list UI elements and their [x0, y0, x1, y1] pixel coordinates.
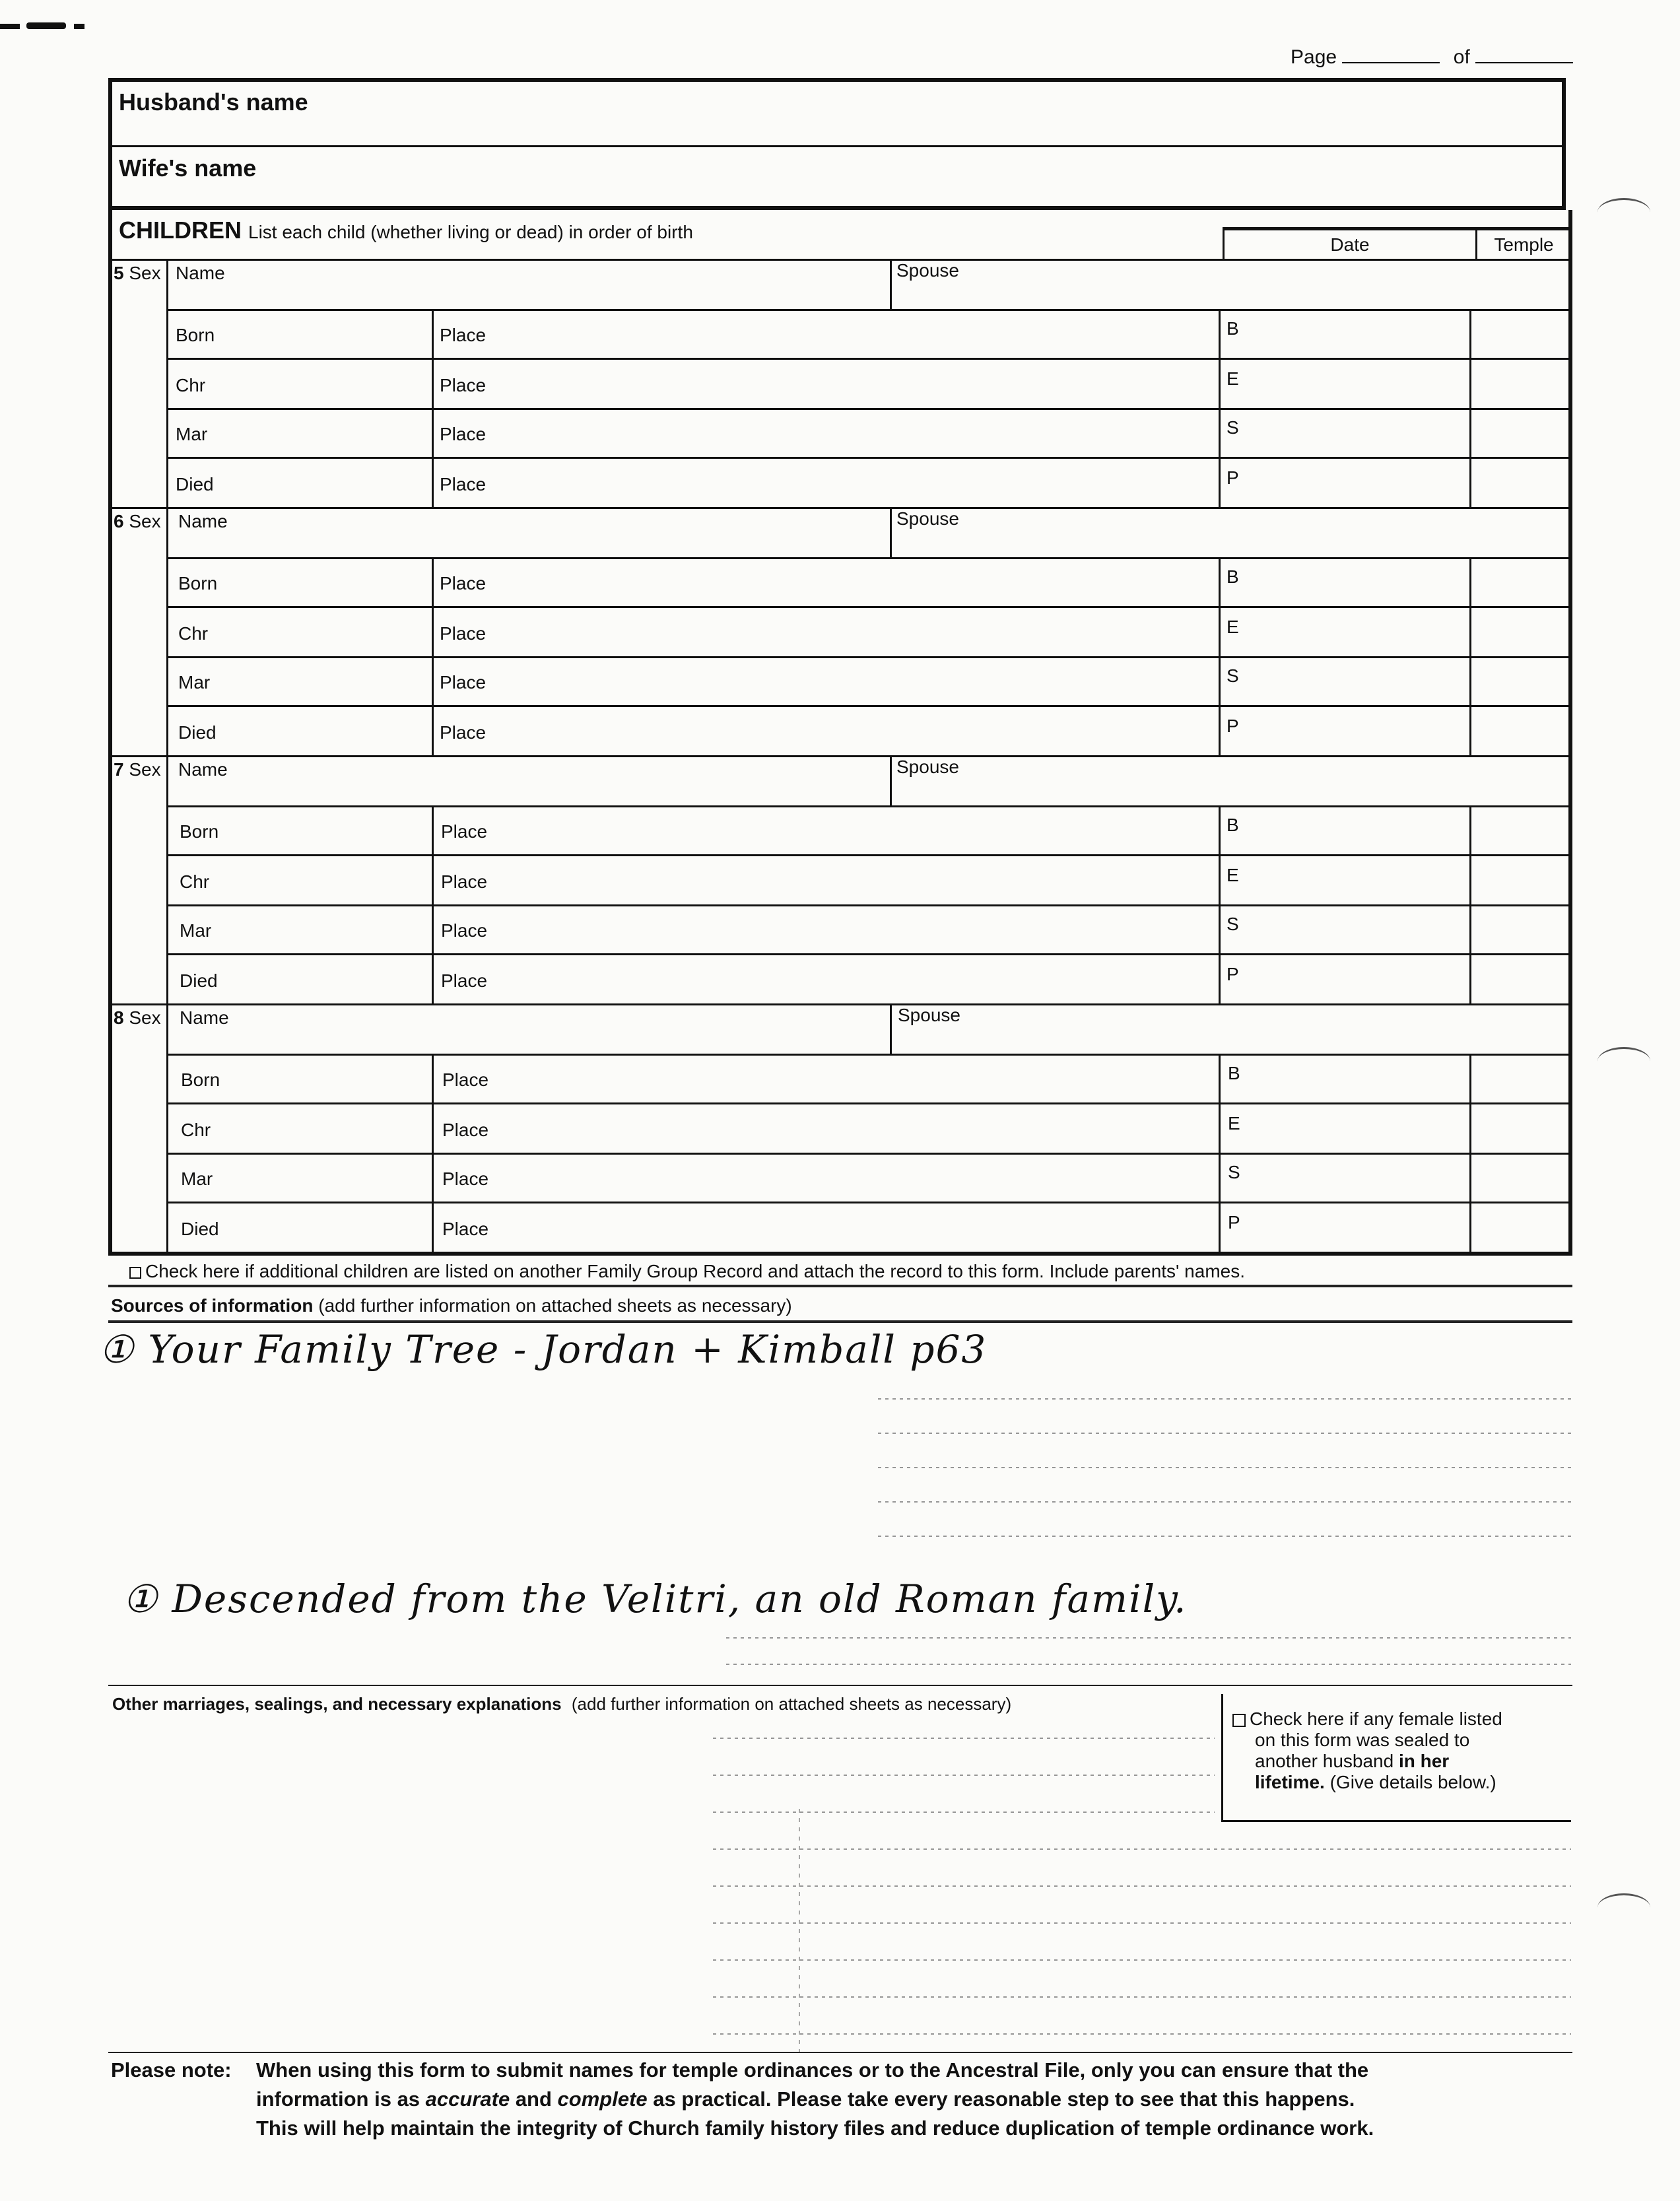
ordinance-code: B — [1226, 318, 1239, 339]
event-label: Born — [178, 573, 218, 593]
section-rule — [108, 1685, 1572, 1686]
place-label: Place — [440, 474, 487, 494]
row-divider — [166, 854, 1568, 856]
children-title — [119, 217, 693, 244]
divider — [166, 507, 168, 755]
child-record — [112, 1003, 1568, 1252]
divider — [890, 755, 892, 805]
row-divider — [112, 507, 1568, 509]
spouse-label: Spouse — [896, 757, 959, 777]
additional-children-note — [129, 1261, 1245, 1282]
parents-box — [108, 78, 1566, 210]
row-divider — [166, 309, 1568, 311]
sealed-line-1: Check here if any female listed — [1232, 1709, 1571, 1730]
corner-mark — [0, 24, 20, 29]
children-section — [108, 210, 1572, 1256]
spouse-name-field[interactable] — [984, 758, 1551, 801]
child-name-field[interactable] — [257, 758, 984, 801]
place-label: Place — [442, 1219, 489, 1239]
date-header: Date — [1330, 234, 1370, 255]
row-divider — [112, 755, 1568, 757]
section-rule — [108, 1285, 1572, 1287]
husband-name-field[interactable] — [389, 85, 1551, 143]
note-line-1: Please note: When using this form to submit names for temple ordinances or to the Ancestral File, only you can ensure that the — [111, 2056, 1563, 2085]
faint-line — [878, 1433, 1571, 1434]
ordinance-code: E — [1226, 368, 1239, 389]
event-label: Born — [181, 1069, 220, 1090]
faint-line — [713, 1996, 1571, 1998]
sources-heading — [111, 1295, 792, 1316]
event-label: Died — [176, 474, 214, 494]
faint-line — [713, 1922, 1571, 1924]
row-divider — [166, 1054, 1568, 1056]
row-divider — [166, 705, 1568, 707]
place-label: Place — [440, 375, 487, 395]
row-divider — [166, 457, 1568, 459]
faint-line — [878, 1501, 1571, 1503]
name-label: Name — [176, 263, 225, 283]
faint-line — [713, 1959, 1571, 1961]
name-label: Name — [178, 511, 228, 531]
sealed-line-2: on this form was sealed to — [1255, 1730, 1470, 1750]
section-rule — [108, 2052, 1572, 2053]
name-label: Name — [180, 1007, 229, 1028]
faint-line — [878, 1398, 1571, 1400]
wife-name-field[interactable] — [389, 149, 1551, 207]
row-divider — [166, 358, 1568, 360]
event-label: Died — [178, 722, 217, 743]
sealed-line-3: another husband in her — [1255, 1751, 1450, 1771]
page-total-field[interactable] — [1475, 62, 1573, 63]
ordinance-code: P — [1228, 1212, 1240, 1233]
place-label: Place — [440, 573, 487, 593]
sealed-line-4: lifetime. (Give details below.) — [1255, 1772, 1496, 1792]
page-label: Page — [1291, 46, 1337, 68]
page-number-field[interactable] — [1342, 62, 1440, 63]
sealed-checkbox[interactable] — [1232, 1714, 1246, 1727]
corner-mark — [26, 22, 66, 29]
row-divider — [112, 1003, 1568, 1005]
faint-line — [878, 1536, 1571, 1537]
note-line-3: This will help maintain the integrity of Church family history files and reduce duplication of temple ordinance work. — [256, 2116, 1374, 2140]
divider — [890, 1003, 892, 1054]
sources-sublabel: (add further information on attached sheets as necessary) — [318, 1295, 792, 1316]
row-divider — [166, 557, 1568, 559]
faint-line — [713, 1738, 1215, 1739]
faint-line — [878, 1467, 1571, 1468]
child-name-field[interactable] — [257, 261, 984, 305]
faint-line — [726, 1664, 1571, 1665]
place-label: Place — [440, 623, 487, 644]
corner-mark — [74, 24, 84, 29]
ordinance-code: B — [1228, 1063, 1240, 1083]
child-number: 6 Sex — [114, 511, 161, 531]
place-label: Place — [442, 1069, 489, 1090]
name-label: Name — [178, 759, 228, 780]
event-label: Chr — [180, 871, 210, 892]
row-divider — [166, 606, 1568, 608]
faint-vertical-line — [799, 1809, 800, 2053]
binder-hole-mark — [1597, 1893, 1650, 1922]
child-record — [112, 755, 1568, 1003]
faint-line — [713, 1812, 1215, 1813]
faint-line — [726, 1637, 1571, 1639]
place-label: Place — [442, 1168, 489, 1189]
date-temple-header — [1223, 227, 1572, 259]
place-label: Place — [441, 970, 488, 991]
event-label: Mar — [180, 920, 212, 941]
additional-children-checkbox[interactable] — [129, 1267, 141, 1279]
page-number-line — [1291, 46, 1573, 69]
place-label: Place — [441, 920, 488, 941]
child-record — [112, 507, 1568, 755]
faint-line — [713, 2033, 1571, 2035]
event-label: Mar — [176, 424, 208, 444]
sealed-checkbox-box — [1221, 1694, 1571, 1822]
event-label: Mar — [181, 1168, 213, 1189]
ordinance-code: S — [1226, 665, 1239, 686]
divider — [166, 755, 168, 1003]
faint-line — [713, 1848, 1571, 1850]
spouse-name-field[interactable] — [984, 1006, 1551, 1050]
other-marriages-label: Other marriages, sealings, and necessary explanations — [112, 1694, 562, 1714]
other-marriages-heading — [112, 1694, 1011, 1714]
row-divider — [166, 1102, 1568, 1104]
event-label: Chr — [181, 1120, 211, 1140]
faint-line — [713, 1885, 1571, 1887]
children-subtitle: List each child (whether living or dead) in order of birth — [248, 222, 693, 242]
child-record — [112, 259, 1568, 507]
event-label: Died — [181, 1219, 219, 1239]
ordinance-code: S — [1226, 914, 1239, 934]
event-label: Born — [176, 325, 215, 345]
children-heading: CHILDREN — [119, 217, 242, 244]
section-rule — [108, 1320, 1572, 1323]
note-line-2: information is as accurate and complete as practical. Please take every reasonable step to see that this happens. — [256, 2087, 1355, 2111]
child-number: 7 Sex — [114, 759, 161, 780]
spouse-name-field[interactable] — [984, 261, 1551, 305]
ordinance-code: P — [1226, 467, 1239, 488]
place-label: Place — [440, 722, 487, 743]
child-name-field[interactable] — [257, 1006, 984, 1050]
event-label: Mar — [178, 672, 211, 693]
row-divider — [166, 408, 1568, 410]
event-label: Chr — [178, 623, 209, 644]
sources-label: Sources of information — [111, 1295, 314, 1316]
ordinance-code: B — [1226, 566, 1239, 587]
spouse-label: Spouse — [896, 508, 959, 529]
place-label: Place — [440, 325, 487, 345]
row-divider — [166, 1202, 1568, 1203]
divider — [890, 259, 892, 309]
ordinance-code: P — [1226, 716, 1239, 736]
ordinance-code: P — [1226, 964, 1239, 984]
source-entry-1: ① Your Family Tree - Jordan + Kimball p63 — [99, 1327, 988, 1372]
divider — [166, 259, 168, 507]
row-divider — [166, 656, 1568, 658]
divider — [890, 507, 892, 557]
binder-hole-mark — [1597, 1047, 1650, 1075]
place-label: Place — [441, 871, 488, 892]
temple-header: Temple — [1494, 234, 1554, 255]
please-note — [111, 2056, 1563, 2143]
wife-name-label: Wife's name — [119, 154, 257, 182]
note-label: Please note: — [111, 2058, 232, 2082]
child-number: 5 Sex — [114, 263, 161, 283]
spouse-label: Spouse — [898, 1005, 960, 1025]
ordinance-code: B — [1226, 815, 1239, 835]
divider — [166, 1003, 168, 1252]
child-name-field[interactable] — [257, 510, 984, 553]
ordinance-code: E — [1228, 1113, 1240, 1134]
ordinance-code: S — [1228, 1162, 1240, 1182]
ordinance-code: E — [1226, 865, 1239, 885]
place-label: Place — [441, 821, 488, 842]
of-label: of — [1453, 46, 1470, 68]
place-label: Place — [440, 424, 487, 444]
other-marriages-sublabel: (add further information on attached sheets as necessary) — [571, 1694, 1012, 1714]
child-number: 8 Sex — [114, 1007, 161, 1028]
event-label: Died — [180, 970, 218, 991]
row-divider — [166, 1153, 1568, 1155]
binder-hole-mark — [1597, 198, 1650, 226]
husband-name-label: Husband's name — [119, 88, 308, 116]
row-divider — [166, 805, 1568, 807]
row-divider — [166, 904, 1568, 906]
source-entry-2: ① Descended from the Velitri, an old Roman family. — [123, 1576, 1188, 1621]
spouse-label: Spouse — [896, 260, 959, 281]
event-label: Chr — [176, 375, 206, 395]
row-divider — [112, 259, 1568, 261]
place-label: Place — [442, 1120, 489, 1140]
header-divider — [112, 145, 1562, 147]
row-divider — [166, 953, 1568, 955]
event-label: Born — [180, 821, 219, 842]
place-label: Place — [440, 672, 487, 693]
spouse-name-field[interactable] — [984, 510, 1551, 553]
ordinance-code: S — [1226, 417, 1239, 438]
additional-children-text: Check here if additional children are listed on another Family Group Record and attach the record to this form. Include parents' names. — [145, 1261, 1245, 1281]
faint-line — [713, 1775, 1215, 1776]
ordinance-code: E — [1226, 617, 1239, 637]
